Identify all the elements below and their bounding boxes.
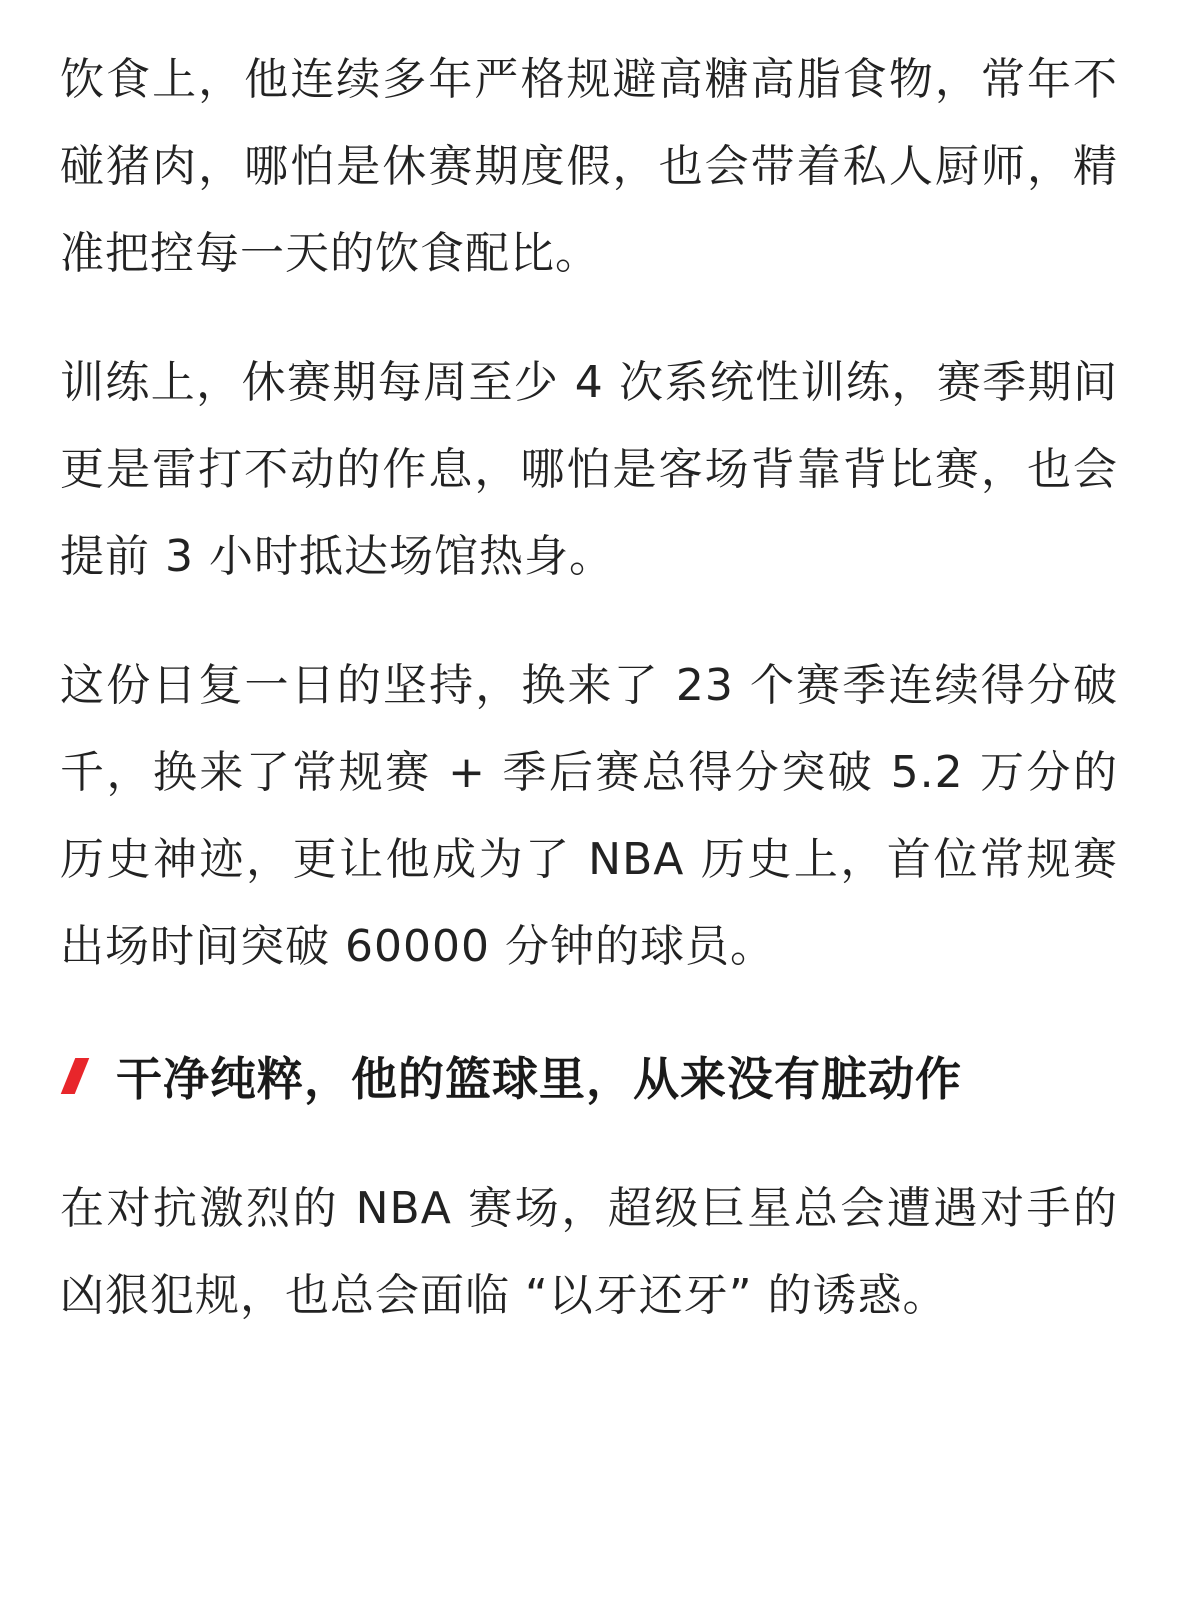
paragraph-achievements: 这份日复一日的坚持，换来了 23 个赛季连续得分破千，换来了常规赛 + 季后赛总得分突破 5.2 万分的历史神迹，更让他成为了 NBA 历史上，首位常规赛出场时间突破 60000 分钟的球员。 (60, 660, 1118, 972)
paragraph-diet: 饮食上，他连续多年严格规避高糖高脂食物，常年不碰猪肉，哪怕是休赛期度假，也会带着私人厨师，精准把控每一天的饮食配比。 (60, 54, 1118, 279)
article-body (60, 36, 1118, 1381)
paragraph-clean-play: 在对抗激烈的 NBA 赛场，超级巨星总会遭遇对手的凶狠犯规，也总会面临 “以牙还牙” 的诱惑。 (60, 1183, 1118, 1321)
section-heading (60, 1032, 1118, 1119)
section-heading-text: 干净纯粹，他的篮球里，从来没有脏动作 (116, 1051, 962, 1106)
paragraph-training: 训练上，休赛期每周至少 4 次系统性训练，赛季期间更是雷打不动的作息，哪怕是客场背靠背比赛，也会提前 3 小时抵达场馆热身。 (60, 357, 1118, 582)
heading-accent-slash-icon (61, 1058, 90, 1094)
